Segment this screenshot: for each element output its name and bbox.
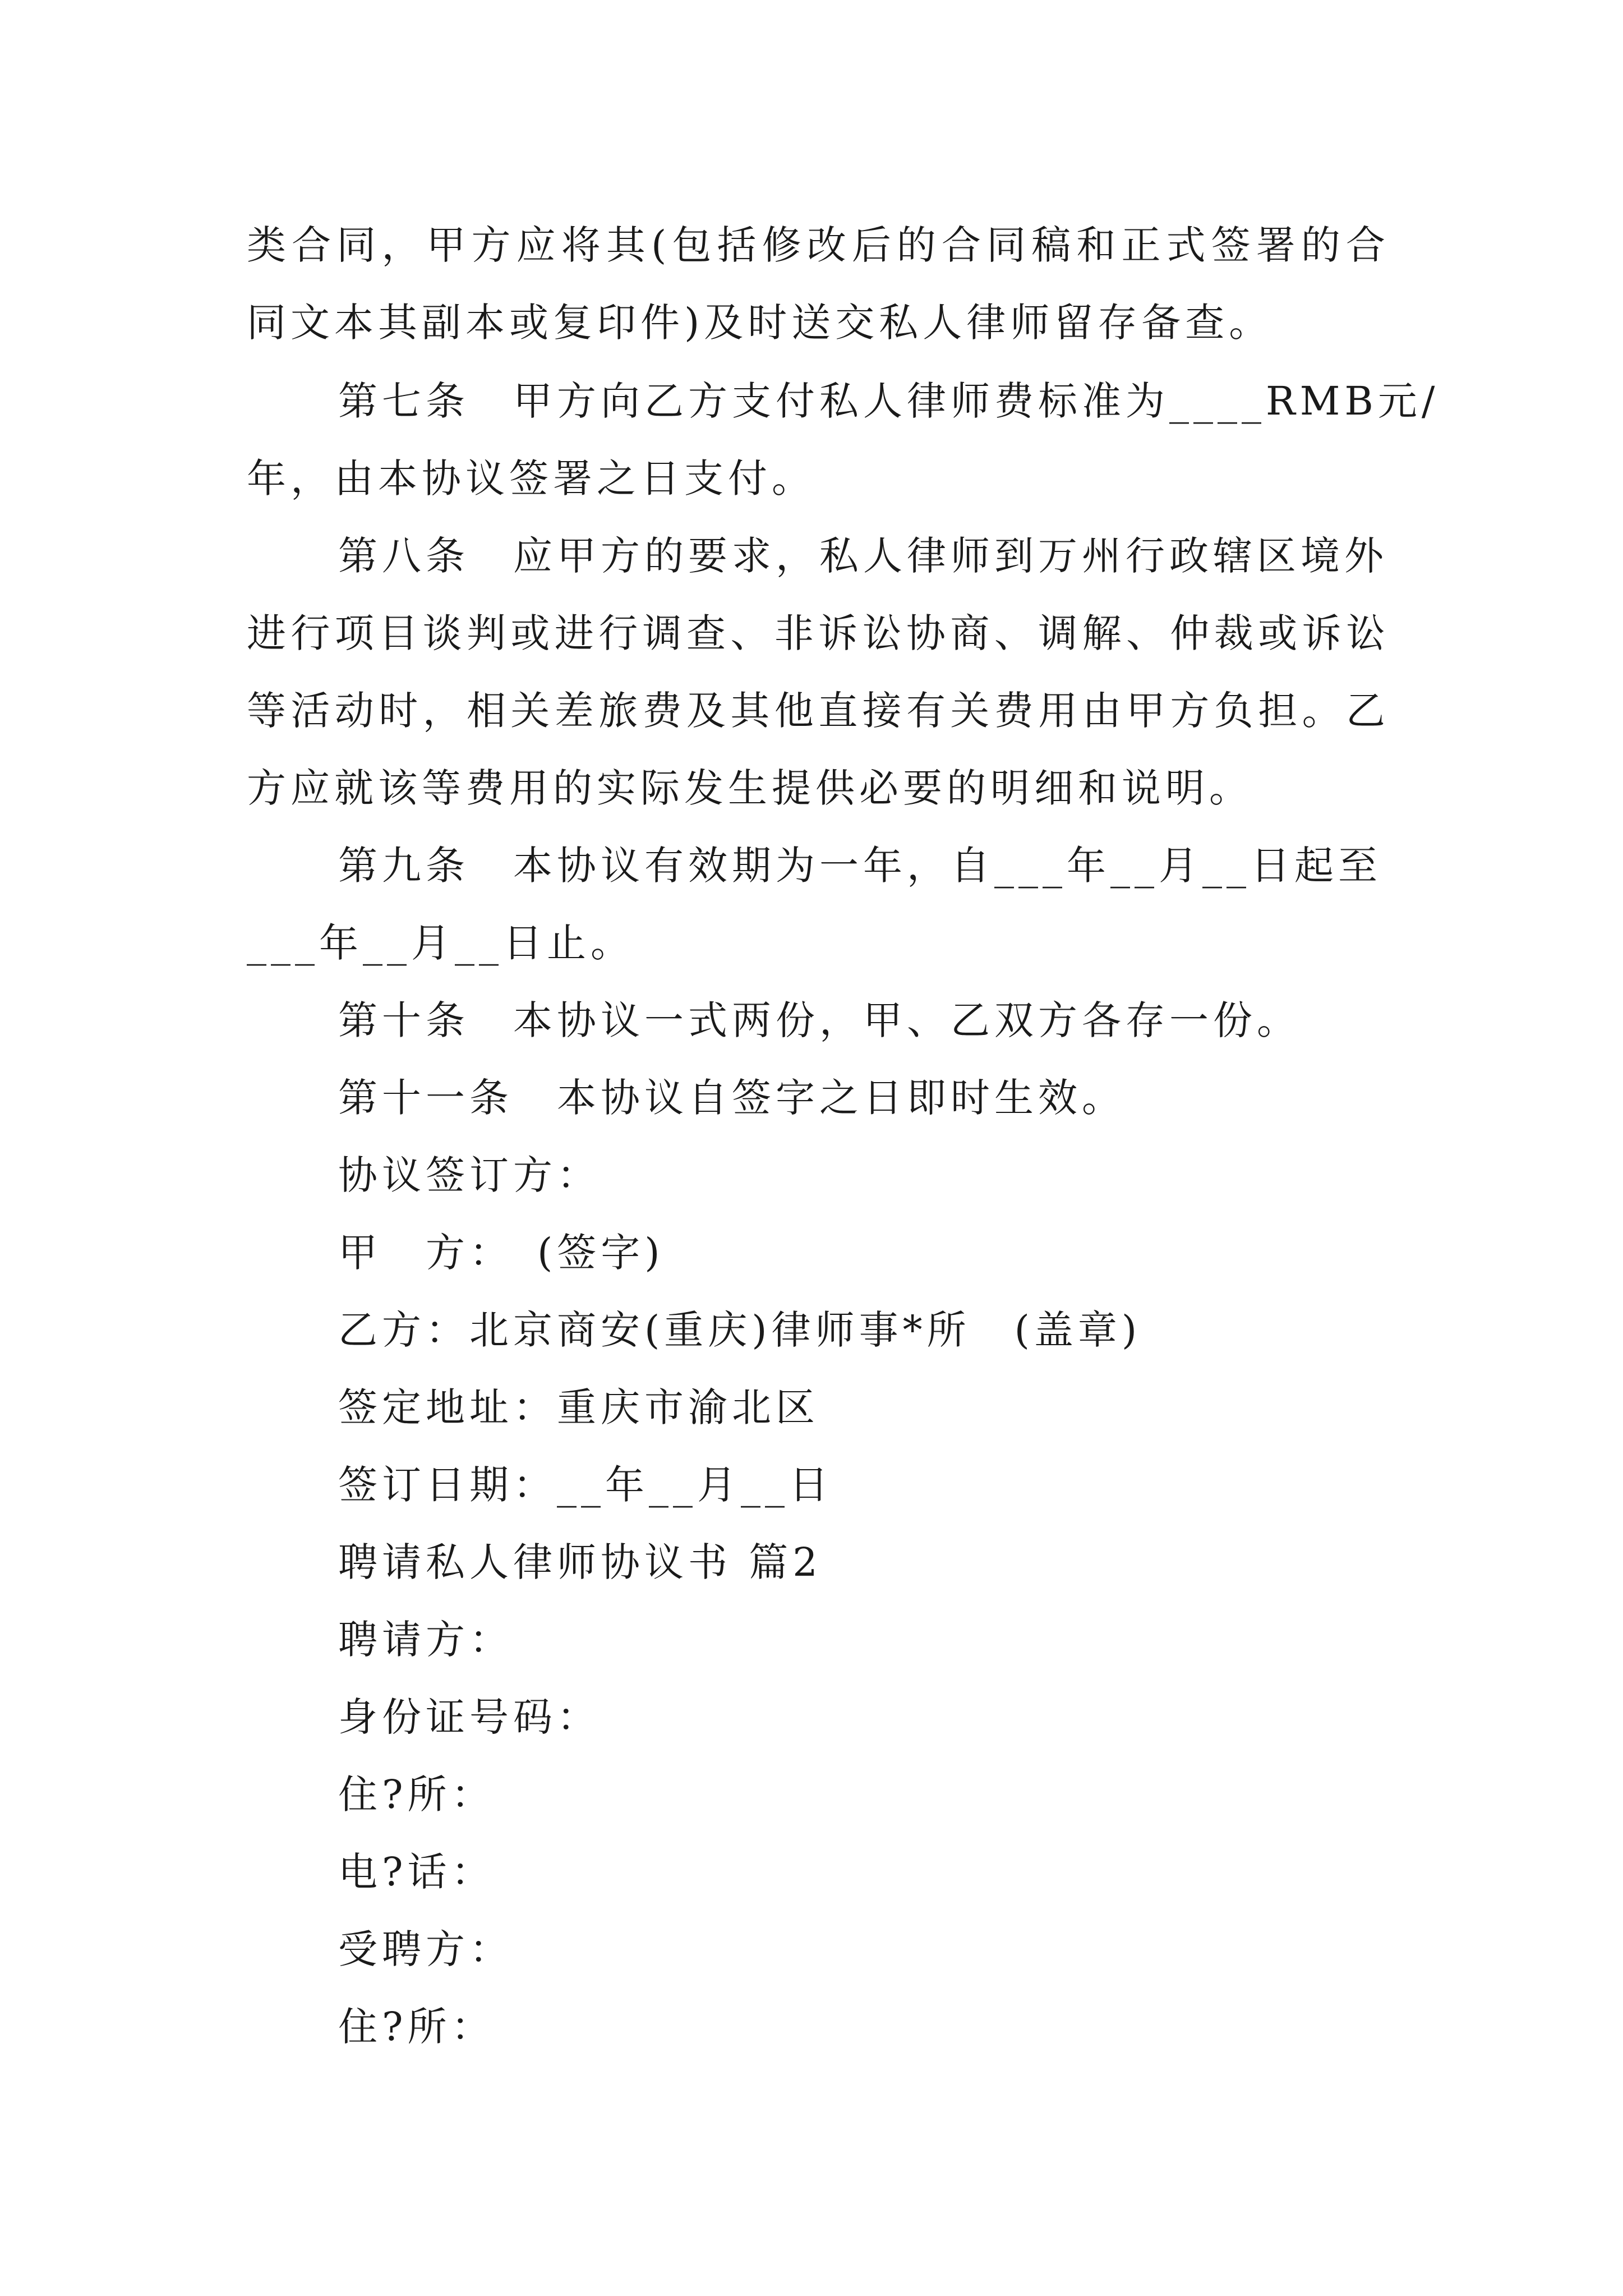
text-line: 身份证号码：: [338, 1694, 601, 1740]
text-line: 等活动时，相关差旅费及其他直接有关费用由甲方负担。乙: [247, 688, 1385, 734]
text-line: 第八条 应甲方的要求，私人律师到万州行政辖区境外: [338, 533, 1388, 579]
text-line: 第十条 本协议一式两份，甲、乙双方各存一份。: [338, 997, 1301, 1043]
section-heading: 聘请私人律师协议书 篇2: [338, 1539, 822, 1585]
text-line: 第九条 本协议有效期为一年，自___年__月__日起至: [338, 843, 1382, 889]
text-line: 甲 方： (签字): [338, 1230, 665, 1276]
text-line: 第七条 甲方向乙方支付私人律师费标准为____RMB元/: [338, 378, 1440, 424]
text-line: ___年__月__日止。: [247, 920, 634, 966]
text-line: 乙方：北京商安(重庆)律师事*所 (盖章): [338, 1307, 1142, 1353]
text-line: 住?所：: [338, 2004, 495, 2050]
text-line: 进行项目谈判或进行调查、非诉讼协商、调解、仲裁或诉讼: [247, 610, 1385, 656]
text-line: 住?所：: [338, 1772, 495, 1818]
text-line: 年，由本协议签署之日支付。: [247, 455, 815, 501]
text-line: 方应就该等费用的实际发生提供必要的明细和说明。: [247, 765, 1253, 811]
text-line: 类合同，甲方应将其(包括修改后的合同稿和正式签署的合: [247, 222, 1385, 268]
text-line: 第十一条 本协议自签字之日即时生效。: [338, 1075, 1126, 1121]
text-line: 协议签订方：: [338, 1152, 601, 1198]
text-line: 电?话：: [338, 1849, 495, 1895]
text-line: 同文本其副本或复印件)及时送交私人律师留存备查。: [247, 300, 1273, 346]
text-line: 聘请方：: [338, 1617, 513, 1663]
text-line: 签订日期：__年__月__日: [338, 1462, 833, 1508]
text-line: 签定地址：重庆市渝北区: [338, 1384, 819, 1430]
text-line: 受聘方：: [338, 1926, 513, 1972]
